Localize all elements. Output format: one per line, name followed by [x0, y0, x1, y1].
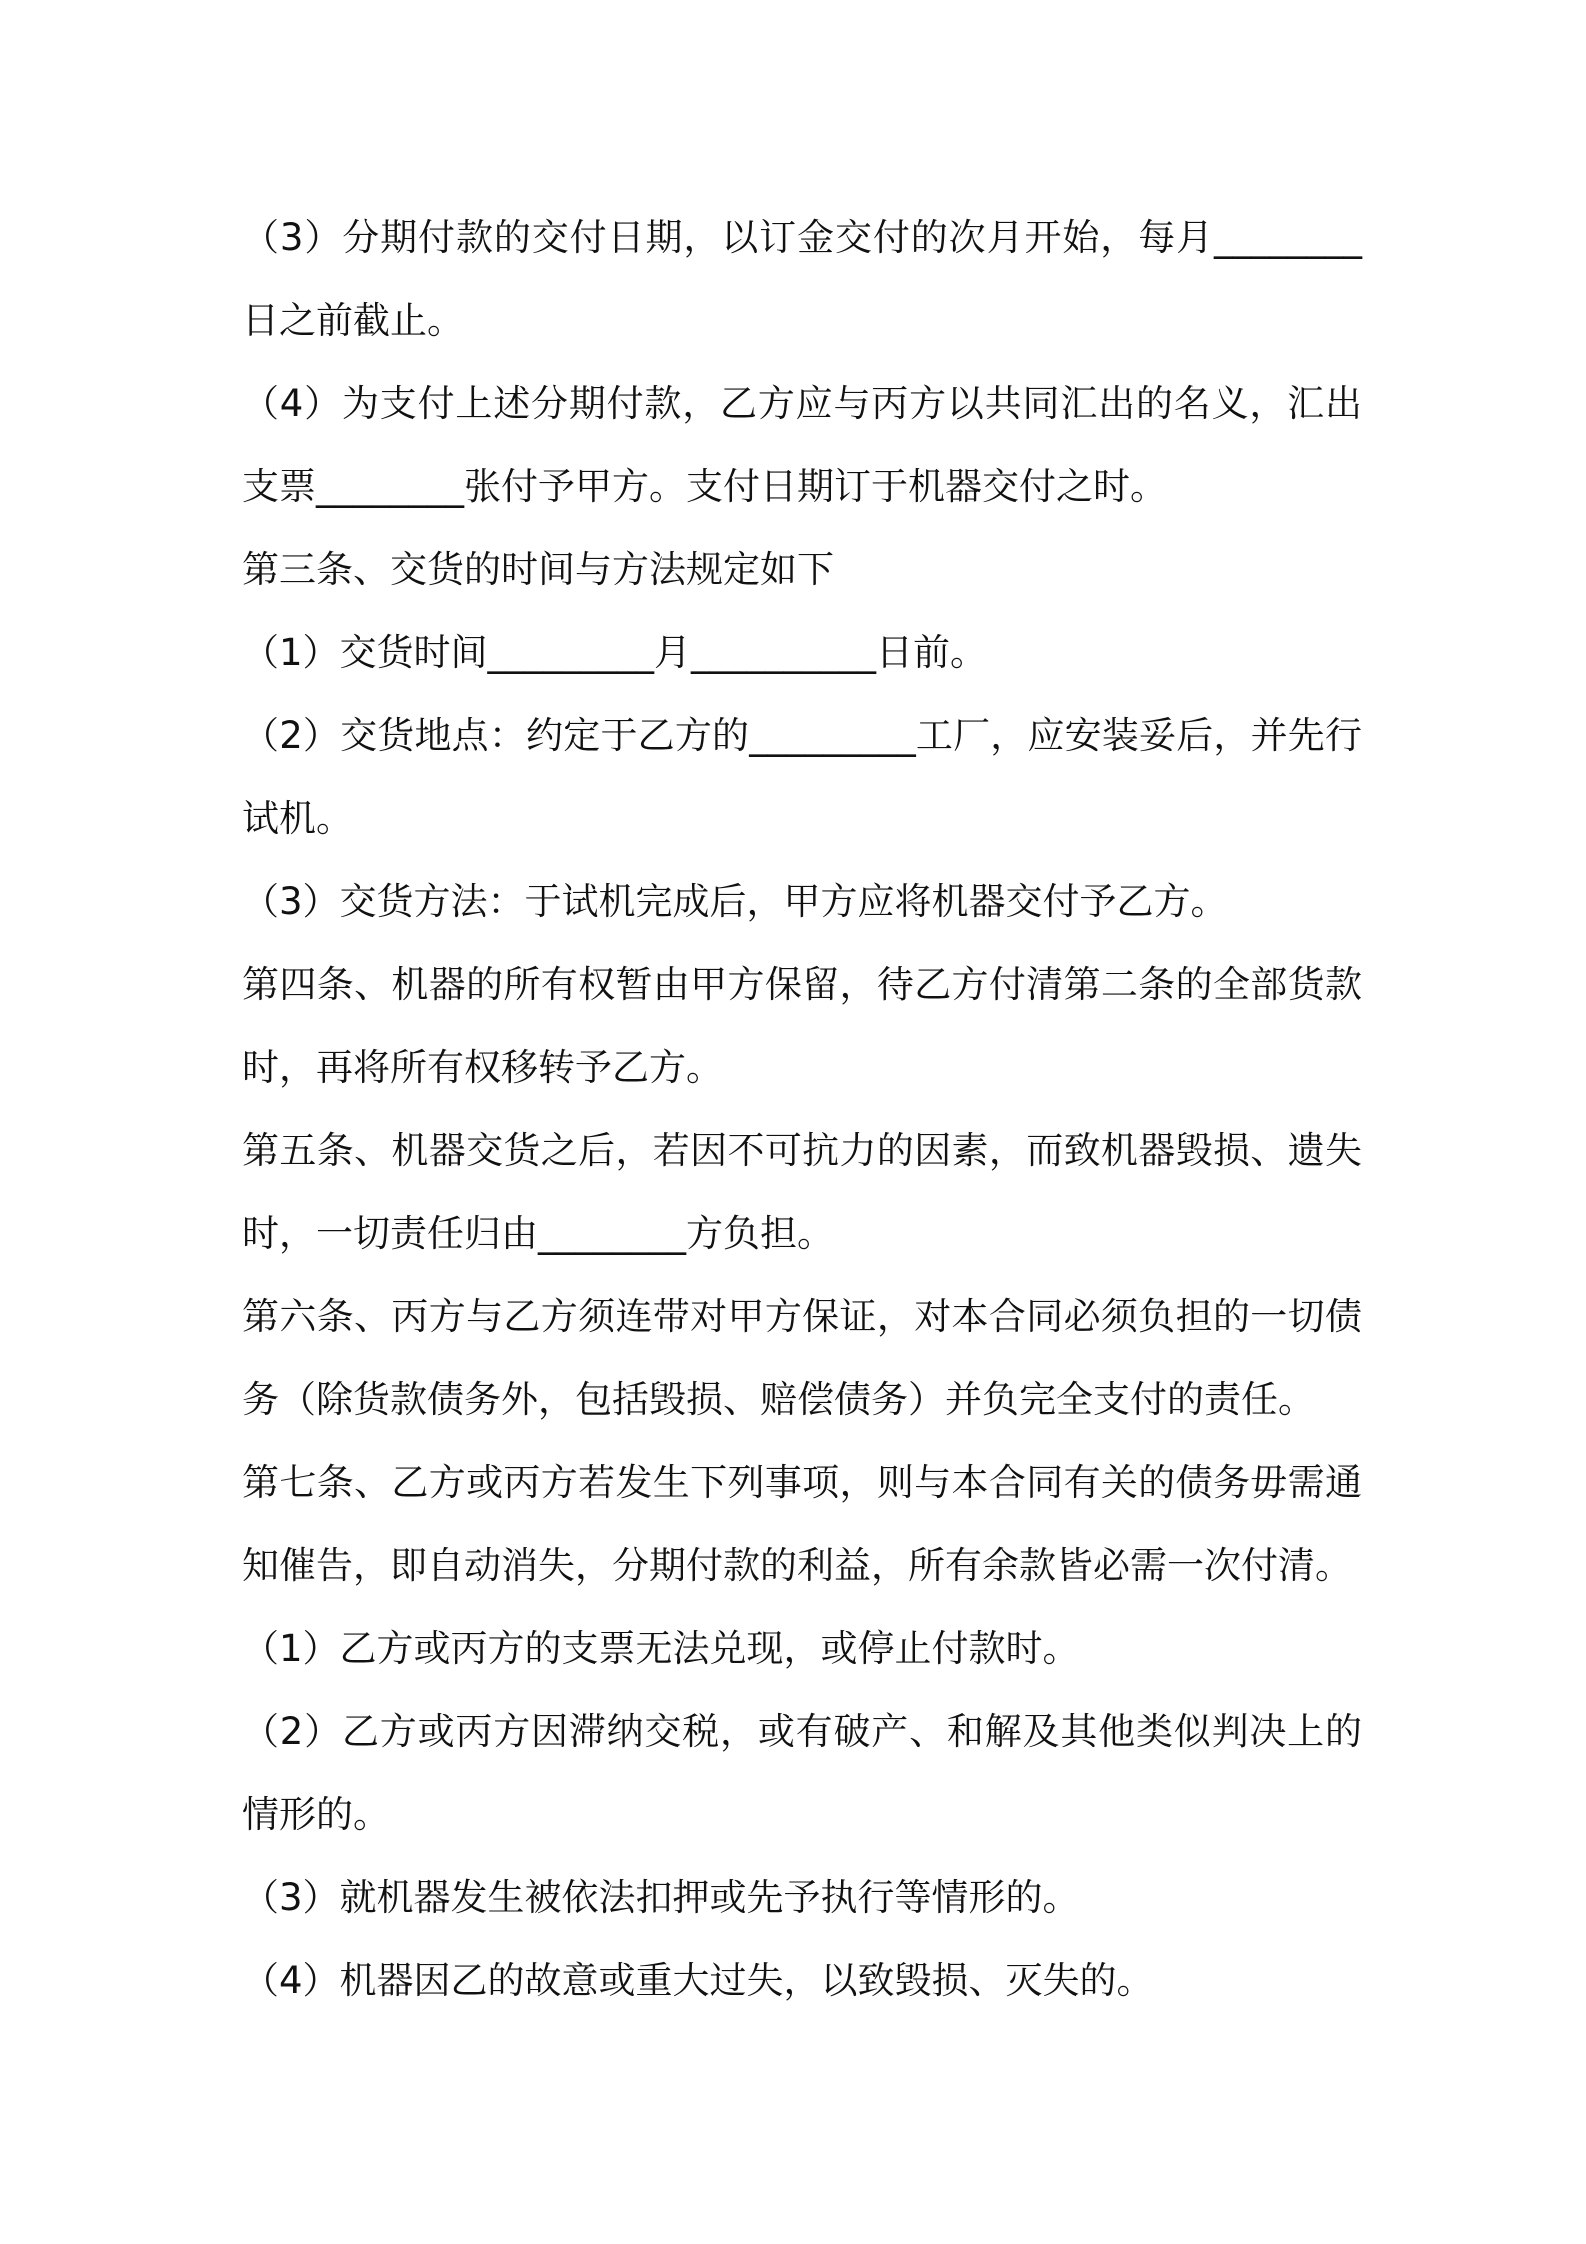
clause-3-heading: 第三条、交货的时间与方法规定如下 [242, 548, 834, 591]
contract-body [242, 196, 1362, 2022]
clause-7-item-3: （3）就机器发生被依法扣押或先予执行等情形的。 [242, 1876, 1080, 1919]
clause-7-item-4: （4）机器因乙的故意或重大过失，以致毁损、灭失的。 [242, 1959, 1154, 2002]
clause-7: 第七条、乙方或丙方若发生下列事项，则与本合同有关的债务毋需通知催告，即自动消失，分期付款的利益，所有余款皆必需一次付清。 [242, 1461, 1362, 1587]
clause-3-item-3: （3）交货方法：于试机完成后，甲方应将机器交付予乙方。 [242, 880, 1228, 923]
clause-2-item-4: （4）为支付上述分期付款，乙方应与丙方以共同汇出的名义，汇出支票________张付予甲方。支付日期订于机器交付之时。 [242, 382, 1362, 508]
clause-3-item-2: （2）交货地点：约定于乙方的_________工厂，应安装妥后，并先行试机。 [242, 714, 1362, 840]
clause-5: 第五条、机器交货之后，若因不可抗力的因素，而致机器毁损、遗失时，一切责任归由________方负担。 [242, 1129, 1362, 1255]
clause-7-item-1: （1）乙方或丙方的支票无法兑现，或停止付款时。 [242, 1627, 1080, 1670]
clause-3-item-1: （1）交货时间_________月__________日前。 [242, 631, 988, 674]
clause-2-item-3: （3）分期付款的交付日期，以订金交付的次月开始，每月________日之前截止。 [242, 216, 1362, 342]
clause-4: 第四条、机器的所有权暂由甲方保留，待乙方付清第二条的全部货款时，再将所有权移转予乙方。 [242, 963, 1362, 1089]
clause-7-item-2: （2）乙方或丙方因滞纳交税，或有破产、和解及其他类似判决上的情形的。 [242, 1710, 1362, 1836]
clause-6: 第六条、丙方与乙方须连带对甲方保证，对本合同必须负担的一切债务（除货款债务外，包括毁损、赔偿债务）并负完全支付的责任。 [242, 1295, 1362, 1421]
